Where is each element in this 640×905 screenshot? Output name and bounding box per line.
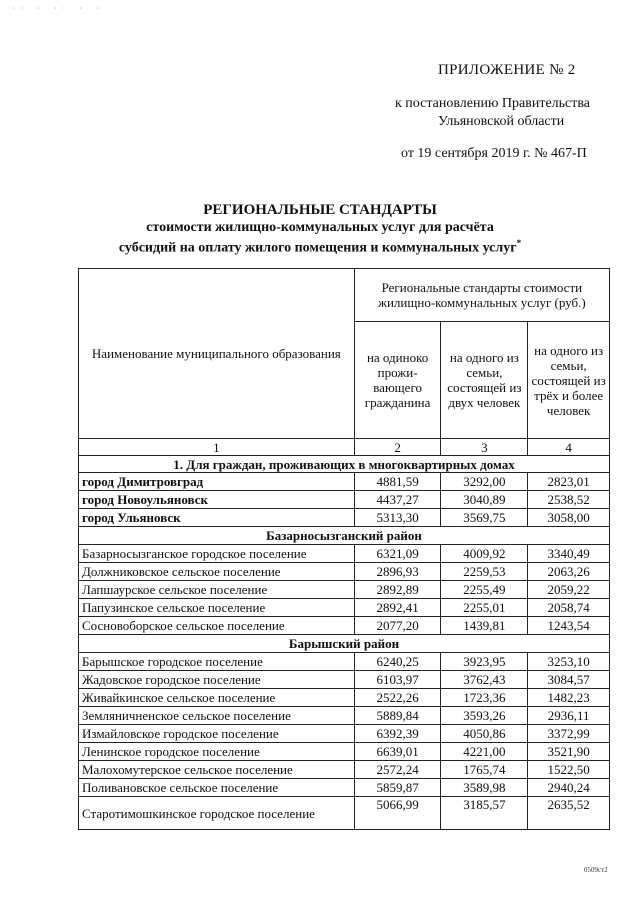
value-single: 5859,87: [354, 779, 441, 797]
table-row: [79, 761, 610, 779]
table-row: [79, 689, 610, 707]
table-row: [79, 509, 610, 527]
standards-table: [78, 268, 610, 830]
table-row: [79, 491, 610, 509]
value-three-plus: 1243,54: [528, 617, 610, 635]
section-heading-row: [79, 456, 610, 473]
document-subtitle-line1: стоимости жилищно-коммунальных услуг для расчёта: [146, 220, 494, 235]
value-single: 2572,24: [354, 761, 441, 779]
municipality-name: Старотимошкинское городское поселение: [79, 797, 355, 830]
municipality-name: Земляничненское сельское поселение: [79, 707, 355, 725]
district-heading: Базарносызганский район: [79, 527, 610, 545]
value-three-plus: 1482,23: [528, 689, 610, 707]
table-row: [79, 779, 610, 797]
value-three-plus: 2823,01: [528, 473, 610, 491]
value-three-plus: 2059,22: [528, 581, 610, 599]
table-row: [79, 599, 610, 617]
value-single: 5889,84: [354, 707, 441, 725]
value-single: 2522,26: [354, 689, 441, 707]
value-three-plus: 2635,52: [528, 797, 610, 830]
value-two: 2255,01: [441, 599, 528, 617]
scan-artifact-marks: ·· · ·· · ·: [12, 4, 105, 13]
document-title: РЕГИОНАЛЬНЫЕ СТАНДАРТЫ: [203, 202, 437, 218]
region-name: Ульяновской области: [438, 114, 565, 129]
municipality-name: Малохомутерское сельское поселение: [79, 761, 355, 779]
value-single: 4437,27: [354, 491, 441, 509]
value-single: 2896,93: [354, 563, 441, 581]
district-heading: Барышский район: [79, 635, 610, 653]
footer-document-code: 0509ст2: [584, 866, 608, 874]
appendix-label: ПРИЛОЖЕНИЕ № 2: [438, 62, 576, 78]
value-three-plus: 3372,99: [528, 725, 610, 743]
table-row: [79, 653, 610, 671]
value-three-plus: 2063,26: [528, 563, 610, 581]
value-single: 2077,20: [354, 617, 441, 635]
municipality-name: Должниковское сельское поселение: [79, 563, 355, 581]
table-row: [79, 797, 610, 830]
value-three-plus: 1522,50: [528, 761, 610, 779]
value-two: 3040,89: [441, 491, 528, 509]
value-three-plus: 3084,57: [528, 671, 610, 689]
value-two: 2255,49: [441, 581, 528, 599]
district-heading-row: [79, 635, 610, 653]
column-number: 3: [441, 439, 528, 456]
three-plus-family-header: на одного из семьи, состоящей из трёх и более человек: [528, 322, 610, 439]
document-subtitle-line2: [0, 238, 640, 257]
value-two: 4009,92: [441, 545, 528, 563]
standards-group-header: Региональные стандарты стоимости жилищно-коммунальных услуг (руб.): [354, 269, 609, 322]
municipality-name: Поливановское сельское поселение: [79, 779, 355, 797]
value-two: 1765,74: [441, 761, 528, 779]
value-single: 6240,25: [354, 653, 441, 671]
decree-reference: к постановлению Правительства: [395, 96, 591, 111]
value-three-plus: 3521,90: [528, 743, 610, 761]
value-two: 3589,98: [441, 779, 528, 797]
municipality-name: Измайловское городское поселение: [79, 725, 355, 743]
value-single: 6103,97: [354, 671, 441, 689]
municipality-name: Ленинское городское поселение: [79, 743, 355, 761]
value-two: 3569,75: [441, 509, 528, 527]
two-person-family-header: на одного из семьи, состоящей из двух человек: [441, 322, 528, 439]
value-three-plus: 2936,11: [528, 707, 610, 725]
table-row: [79, 743, 610, 761]
value-two: 1439,81: [441, 617, 528, 635]
section-heading: 1. Для граждан, проживающих в многоквартирных домах: [79, 456, 610, 473]
value-three-plus: 2058,74: [528, 599, 610, 617]
value-two: 3762,43: [441, 671, 528, 689]
column-number: 2: [354, 439, 441, 456]
single-citizen-header: на одиноко прожи-вающего гражданина: [354, 322, 441, 439]
value-two: 4221,00: [441, 743, 528, 761]
value-two: 1723,36: [441, 689, 528, 707]
column-number-row: [79, 439, 610, 456]
value-single: 2892,41: [354, 599, 441, 617]
table-row: [79, 671, 610, 689]
footnote-mark: *: [516, 238, 522, 248]
column-number: 4: [528, 439, 610, 456]
value-single: 6639,01: [354, 743, 441, 761]
table-row: [79, 545, 610, 563]
municipality-name: город Новоульяновск: [79, 491, 355, 509]
table-row: [79, 581, 610, 599]
table-row: [79, 563, 610, 581]
value-single: 4881,59: [354, 473, 441, 491]
municipality-header: Наименование муниципального образования: [79, 269, 355, 439]
value-two: 3292,00: [441, 473, 528, 491]
table-row: [79, 707, 610, 725]
municipality-name: Сосновоборское сельское поселение: [79, 617, 355, 635]
municipality-name: город Ульяновск: [79, 509, 355, 527]
value-single: 5066,99: [354, 797, 441, 830]
value-single: 5313,30: [354, 509, 441, 527]
value-three-plus: 3253,10: [528, 653, 610, 671]
district-heading-row: [79, 527, 610, 545]
value-two: 2259,53: [441, 563, 528, 581]
subtitle-line2-text: субсидий на оплату жилого помещения и коммунальных услуг: [118, 240, 517, 256]
column-number: 1: [79, 439, 355, 456]
value-single: 6321,09: [354, 545, 441, 563]
value-three-plus: 3340,49: [528, 545, 610, 563]
value-three-plus: 2538,52: [528, 491, 610, 509]
municipality-name: Барышское городское поселение: [79, 653, 355, 671]
municipality-name: Папузинское сельское поселение: [79, 599, 355, 617]
table-row: [79, 617, 610, 635]
value-single: 2892,89: [354, 581, 441, 599]
decree-date: от 19 сентября 2019 г. № 467-П: [401, 146, 587, 161]
table-row: [79, 473, 610, 491]
value-two: 4050,86: [441, 725, 528, 743]
value-three-plus: 2940,24: [528, 779, 610, 797]
municipality-name: Лапшаурское сельское поселение: [79, 581, 355, 599]
table-row: [79, 725, 610, 743]
municipality-name: Базарносызганское городское поселение: [79, 545, 355, 563]
value-three-plus: 3058,00: [528, 509, 610, 527]
value-single: 6392,39: [354, 725, 441, 743]
municipality-name: Жадовское городское поселение: [79, 671, 355, 689]
municipality-name: Живайкинское сельское поселение: [79, 689, 355, 707]
value-two: 3185,57: [441, 797, 528, 830]
value-two: 3593,26: [441, 707, 528, 725]
municipality-name: город Димитровград: [79, 473, 355, 491]
value-two: 3923,95: [441, 653, 528, 671]
